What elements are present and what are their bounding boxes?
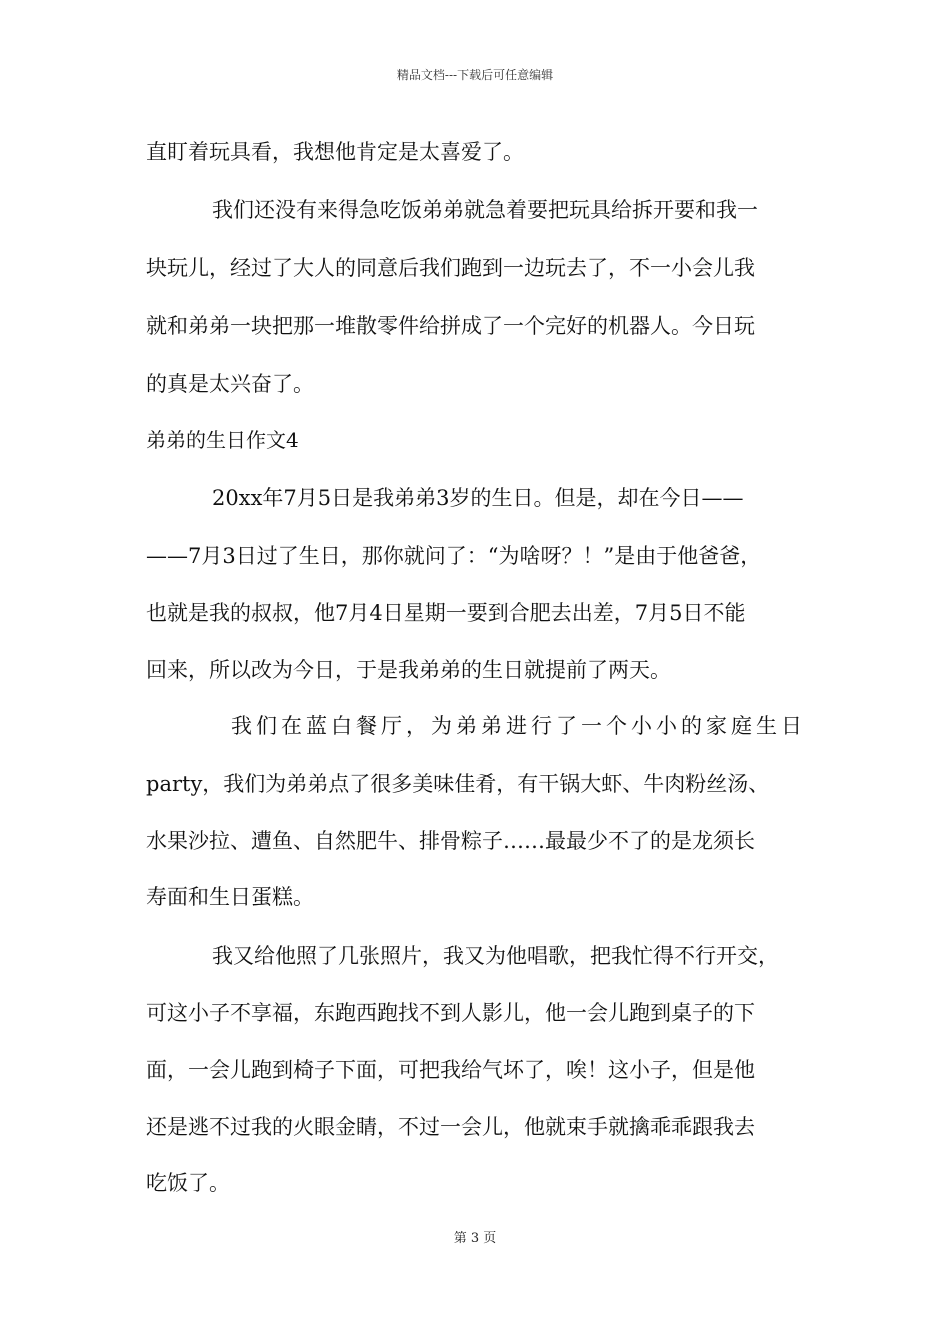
body-line: 寿面和生日蛋糕。 [146,885,314,909]
body-line: party，我们为弟弟点了很多美味佳肴，有干锅大虾、牛肉粉丝汤、 [146,772,770,796]
body-line: 直盯着玩具看，我想他肯定是太喜爱了。 [146,140,524,164]
body-line: 块玩儿，经过了大人的同意后我们跑到一边玩去了，不一小会儿我 [146,256,755,280]
body-line: ——7月3日过了生日，那你就问了：“为啥呀？！”是由于他爸爸， [146,544,762,568]
body-line: 可这小子不享福，东跑西跑找不到人影儿，他一会儿跑到桌子的下 [146,1001,755,1025]
body-line: 面，一会儿跑到椅子下面，可把我给气坏了，唉！这小子，但是他 [146,1058,755,1082]
body-line: 还是逃不过我的火眼金睛，不过一会儿，他就束手就擒乖乖跟我去 [146,1115,755,1139]
section-heading: 弟弟的生日作文4 [146,428,299,452]
body-line: 回来，所以改为今日，于是我弟弟的生日就提前了两天。 [146,658,671,682]
body-line: 20xx年7月5日是我弟弟3岁的生日。但是，却在今日—— [212,486,744,510]
page-header: 精品文档---下载后可任意编辑 [396,68,554,82]
body-line: 我们还没有来得急吃饭弟弟就急着要把玩具给拆开要和我一 [212,198,758,222]
body-line: 的真是太兴奋了。 [146,372,314,396]
body-line: 我们在蓝白餐厅，为弟弟进行了一个小小的家庭生日 [231,714,806,738]
body-line: 我又给他照了几张照片，我又为他唱歌，把我忙得不行开交， [212,944,779,968]
body-line: 水果沙拉、遭鱼、自然肥牛、排骨粽子……最最少不了的是龙须长 [146,829,755,853]
body-line: 吃饭了。 [146,1171,230,1195]
body-line: 也就是我的叔叔，他7月4日星期一要到合肥去出差，7月5日不能 [146,601,746,625]
page-number: 第 3 页 [453,1231,497,1246]
body-line: 就和弟弟一块把那一堆散零件给拼成了一个完好的机器人。今日玩 [146,314,755,338]
